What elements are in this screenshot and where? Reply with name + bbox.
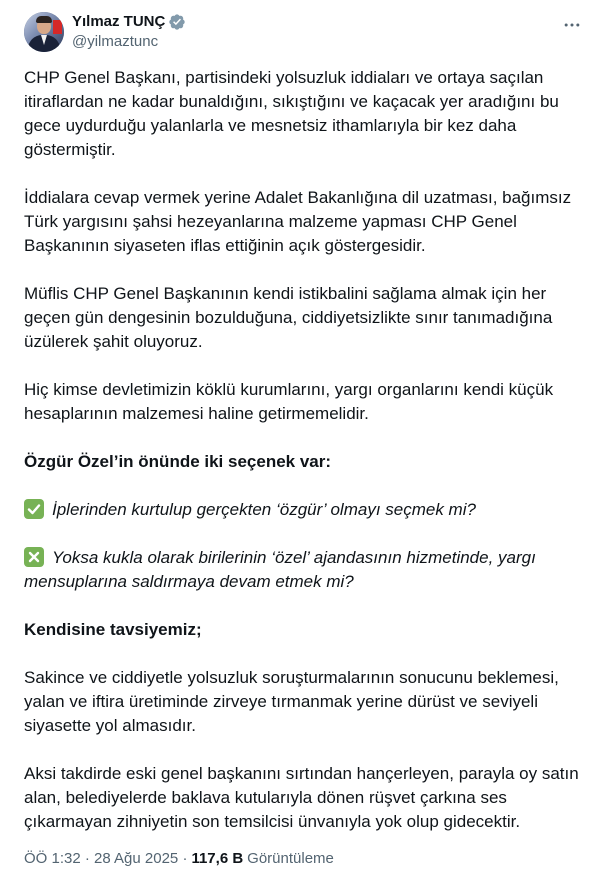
tweet-meta: [24, 849, 334, 869]
verified-badge-icon[interactable]: [168, 13, 186, 31]
view-count: 117,6 B: [191, 850, 244, 867]
tweet-paragraph-7: Sakince ve ciddiyetle yolsuzluk soruşturmalarının sonucunu beklemesi, yalan ve iftira üretiminde zirveye tırmanmak yerine dürüst ve seviyeli siyasette yol almasıdır.: [24, 668, 559, 735]
tweet-paragraph-8: Aksi takdirde eski genel başkanını sırtından hançerleyen, parayla oy satın alan, belediyelerde baklava kutularıyla dönen rüşvet çarkına ses çıkarmayan zihniyetin son temsilcisi ünvanıyla yok olup gidecektir.: [24, 764, 579, 831]
tweet-header: [24, 10, 585, 54]
tweet-text: [24, 66, 585, 834]
tweet-option-1: [24, 498, 585, 522]
option-1-text: İplerinden kurtulup gerçekten ‘özgür’ olmayı seçmek mi?: [52, 500, 476, 519]
author-display-name[interactable]: Yılmaz TUNÇ: [72, 13, 166, 30]
author-info: [72, 12, 186, 52]
option-2-text-line-2: mensuplarına saldırmaya devam etmek mi?: [24, 572, 354, 591]
avatar[interactable]: [24, 12, 64, 52]
author-handle[interactable]: @yilmaztunc: [72, 33, 159, 50]
more-options-icon[interactable]: [559, 12, 585, 38]
option-2-text-line-1: Yoksa kukla olarak birilerinin ‘özel’ ajandasının hizmetinde, yargı: [52, 548, 536, 567]
tweet-paragraph-5: Özgür Özel’in önünde iki seçenek var:: [24, 452, 332, 471]
check-mark-icon: [24, 499, 44, 519]
cross-mark-icon: [24, 547, 44, 567]
tweet-timestamp[interactable]: ÖÖ 1:32 · 28 Ağu 2025 ·: [24, 850, 188, 867]
tweet-option-2: [24, 546, 585, 594]
tweet-paragraph-2: İddialara cevap vermek yerine Adalet Bakanlığına dil uzatması, bağımsız Türk yargısını şahsi hezeyanlarına malzeme yapması CHP Genel Başkanının siyaseten iflas ettiğinin açık göstergesidir.: [24, 188, 572, 255]
view-count-label: Görüntüleme: [247, 850, 334, 867]
tweet-paragraph-3: Müflis CHP Genel Başkanının kendi istikbalini sağlama almak için her geçen gün dengesinin bozulduğuna, ciddiyetsizlikte sınır tanımadığına üzülerek şahit oluyoruz.: [24, 284, 553, 351]
tweet-paragraph-6: Kendisine tavsiyemiz;: [24, 620, 202, 639]
tweet-paragraph-1: CHP Genel Başkanı, partisindeki yolsuzluk iddiaları ve ortaya saçılan itiraflardan ne kadar bunaldığını, sıkıştığını ve kaçacak yer aradığını bu gece uydurduğu yalanlarla ve mesnetsiz ithamlarıyla bir kez daha göstermiştir.: [24, 68, 559, 159]
tweet-paragraph-4: Hiç kimse devletimizin köklü kurumlarını, yargı organlarını kendi küçük hesaplarının malzemesi haline getirmemelidir.: [24, 380, 554, 423]
